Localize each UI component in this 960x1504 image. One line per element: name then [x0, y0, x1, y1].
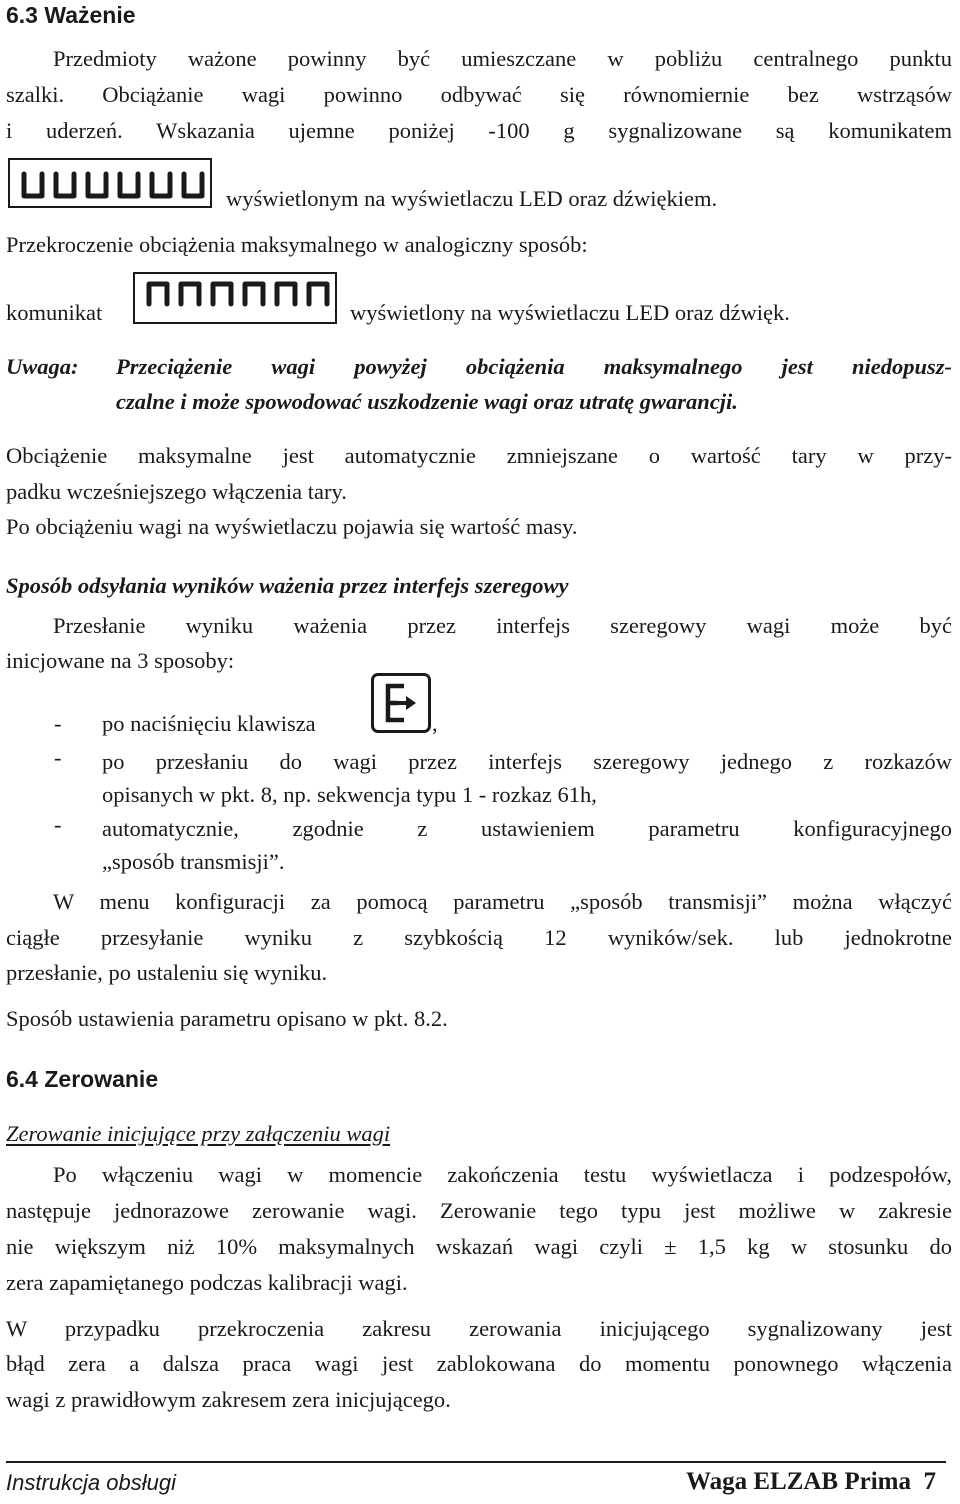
underload-message-text: wyświetlonym na wyświetlaczu LED oraz dźwiękiem. [226, 186, 718, 211]
paragraph-line: nie większym niż 10% maksymalnych wskazań wagi czyli ± 1,5 kg w stosunku do [6, 1234, 952, 1259]
overload-prefix-text: komunikat [6, 300, 103, 325]
paragraph-line: padku wcześniejszego włączenia tary. [6, 479, 347, 504]
paragraph-line: Sposób ustawienia parametru opisano w pkt. 8.2. [6, 1006, 448, 1031]
overload-intro-text: Przekroczenie obciążenia maksymalnego w analogiczny sposób: [6, 232, 588, 257]
paragraph-line: ciągłe przesyłanie wyniku z szybkością 12 wyników/sek. lub jednokrotne [6, 925, 952, 950]
paragraph-line: Przedmioty ważone powinny być umieszczane w pobliżu centralnego punktu [53, 46, 952, 71]
paragraph-line: i uderzeń. Wskazania ujemne poniżej -100 g sygnalizowane są komunikatem [6, 118, 952, 143]
bullet-text [102, 812, 952, 878]
overload-message-text: wyświetlony na wyświetlaczu LED oraz dźwięk. [350, 300, 790, 325]
footer-divider [6, 1461, 946, 1463]
bullet-text-line: opisanych w pkt. 8, np. sekwencja typu 1 - rozkaz 61h, [102, 782, 597, 807]
bullet-text-line: automatycznie, zgodnie z ustawieniem parametru konfiguracyjnego [102, 816, 952, 841]
bullet-text: po naciśnięciu klawisza [102, 711, 316, 736]
paragraph-line: szalki. Obciążanie wagi powinno odbywać się równomiernie bez wstrząsów [6, 82, 952, 107]
bullet-dash: - [54, 711, 62, 736]
paragraph-line: W menu konfiguracji za pomocą parametru „sposób transmisji” można włączyć [53, 889, 952, 914]
paragraph-line: W przypadku przekroczenia zakresu zerowania inicjującego sygnalizowany jest [6, 1316, 952, 1341]
print-key-icon [371, 673, 431, 733]
bullet-text [102, 745, 952, 811]
footer-right-text: Waga ELZAB Prima 7 [685, 1468, 936, 1495]
paragraph-line: błąd zera a dalsza praca wagi jest zablokowana do momentu ponownego włączenia [6, 1351, 952, 1376]
paragraph-line: zera zapamiętanego podczas kalibracji wagi. [6, 1270, 408, 1295]
section-title-6-4: 6.4 Zerowanie [6, 1066, 159, 1092]
paragraph-line: Przesłanie wyniku ważenia przez interfejs szeregowy wagi może być [53, 613, 952, 638]
paragraph-line: wagi z prawidłowym zakresem zera inicjującego. [6, 1387, 451, 1412]
warning-text-line: Przeciążenie wagi powyżej obciążenia maksymalnego jest niedopusz- [116, 354, 952, 379]
paragraph-line: następuje jednorazowe zerowanie wagi. Zerowanie tego typu jest możliwe w zakresie [6, 1198, 952, 1223]
warning-text-line: czalne i może spowodować uszkodzenie wagi oraz utratę gwarancji. [116, 389, 738, 414]
bullet-dash: - [54, 812, 62, 837]
bullet-text-line: „sposób transmisji”. [102, 849, 285, 874]
overload-display-icon [133, 272, 337, 324]
bullet-text-suffix: , [432, 711, 438, 736]
paragraph-line: przesłanie, po ustaleniu się wyniku. [6, 960, 328, 985]
serial-heading: Sposób odsyłania wyników ważenia przez interfejs szeregowy [6, 573, 569, 598]
footer-left-text: Instrukcja obsługi [6, 1470, 176, 1495]
paragraph-line: inicjowane na 3 sposoby: [6, 648, 235, 673]
bullet-dash: - [54, 745, 62, 770]
warning-label: Uwaga: [6, 354, 79, 379]
paragraph-line: Obciążenie maksymalne jest automatycznie zmniejszane o wartość tary w przy- [6, 443, 952, 468]
section-title-6-3: 6.3 Ważenie [6, 2, 136, 28]
bullet-text-line: po przesłaniu do wagi przez interfejs szeregowy jednego z rozkazów [102, 749, 952, 774]
underload-display-icon [8, 158, 212, 208]
sub-heading: Zerowanie inicjujące przy załączeniu wagi [6, 1121, 391, 1146]
paragraph-line: Po włączeniu wagi w momencie zakończenia testu wyświetlacza i podzespołów, [53, 1162, 952, 1187]
paragraph-line: Po obciążeniu wagi na wyświetlaczu pojawia się wartość masy. [6, 514, 578, 539]
